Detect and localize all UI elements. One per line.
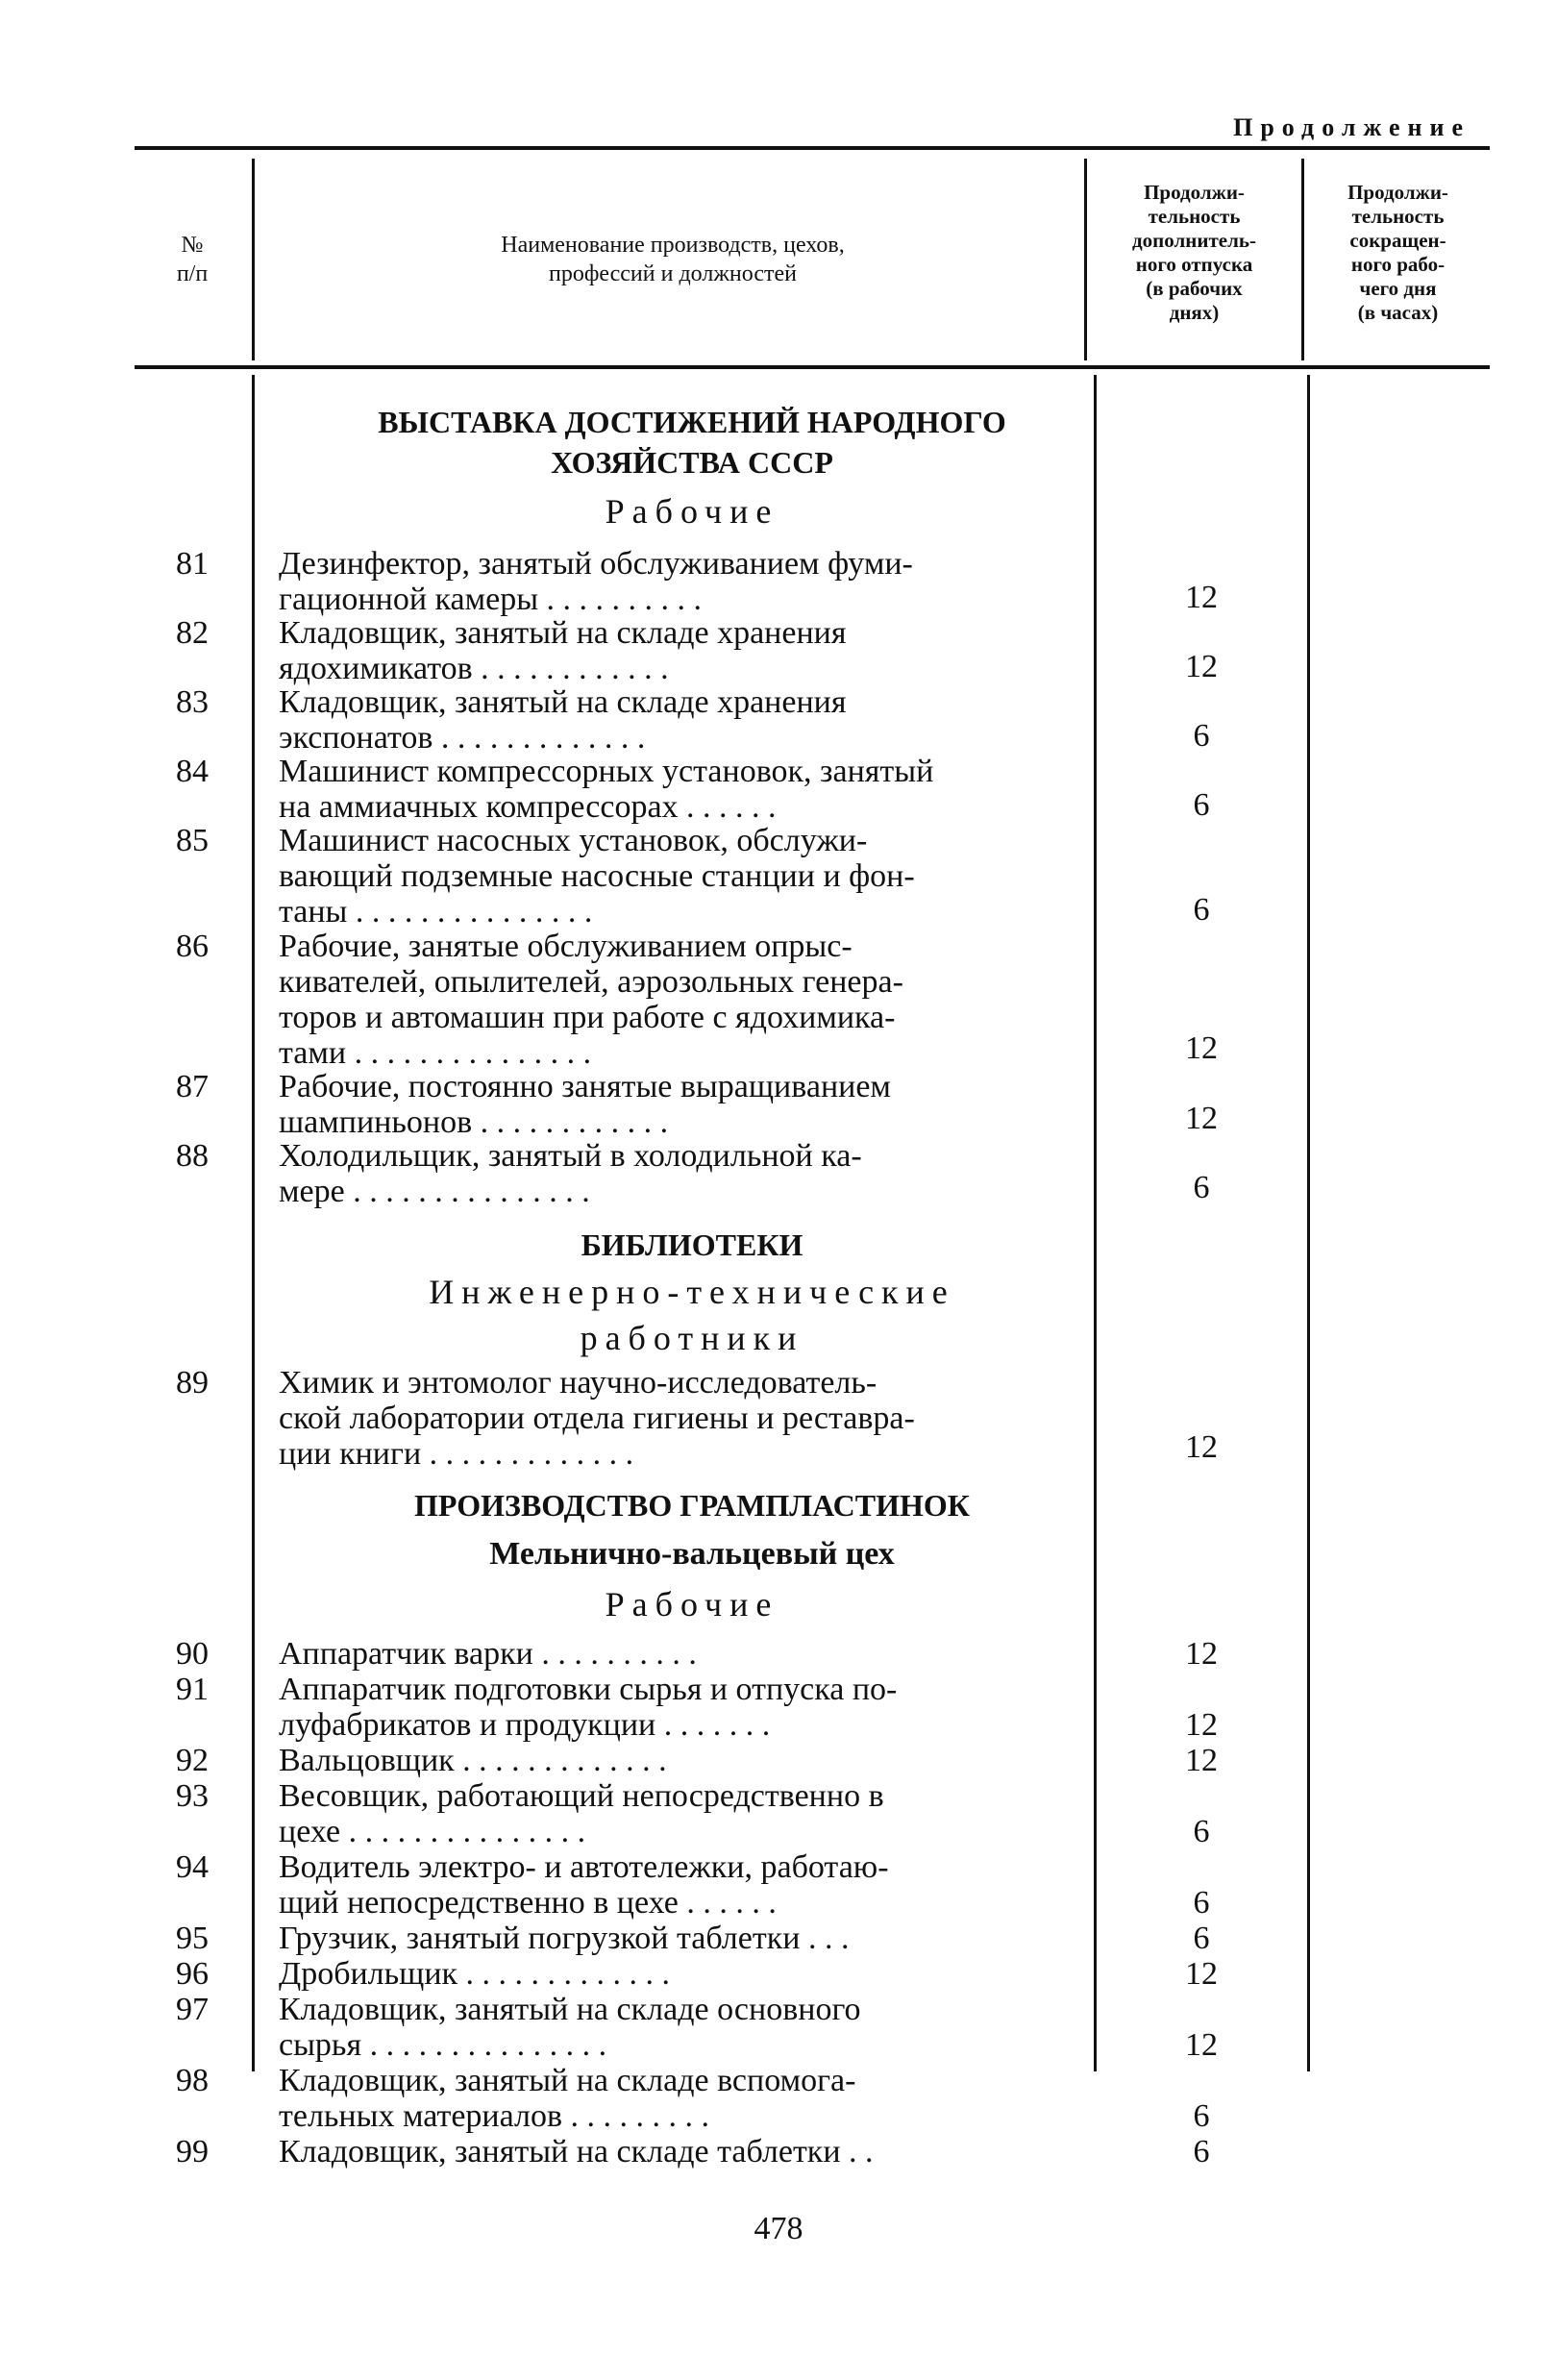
row-num: 90 bbox=[176, 1636, 209, 1672]
row-num: 87 bbox=[176, 1069, 209, 1104]
row-text: Аппаратчик варки . . . . . . . . . . bbox=[279, 1636, 697, 1672]
section-title-records: ПРОИЗВОДСТВО ГРАМПЛАСТИНОК bbox=[414, 1488, 970, 1523]
row-text: Рабочие, занятые обслуживанием опрыс- кивателей, опылителей, аэрозольных генера- торов и автомашин при работе с ядохимика- тами . . . . . . . . . . . . . . . bbox=[279, 929, 903, 1071]
header-num: № п/п bbox=[176, 233, 209, 286]
row-text: Кладовщик, занятый на складе основного сырья . . . . . . . . . . . . . . . bbox=[279, 1992, 861, 2063]
row-leave: 6 bbox=[1193, 1921, 1210, 1956]
row-num: 91 bbox=[176, 1672, 209, 1707]
section-sub-workers-2: Рабочие bbox=[605, 1585, 779, 1624]
row-leave: 12 bbox=[1185, 649, 1218, 684]
section-sub-workers-1: Рабочие bbox=[605, 492, 779, 531]
row-num: 85 bbox=[176, 823, 209, 858]
row-leave: 12 bbox=[1185, 1030, 1218, 1066]
page-number: 478 bbox=[754, 2211, 803, 2246]
top-rule bbox=[135, 146, 1490, 150]
col-line-3 bbox=[1307, 375, 1310, 2071]
row-text: Кладовщик, занятый на складе вспомога- тельных материалов . . . . . . . . . bbox=[279, 2063, 856, 2134]
section-sub-engineers: Инженерно-технические работники bbox=[429, 1273, 955, 1357]
row-leave: 12 bbox=[1185, 1101, 1218, 1136]
col-line-1 bbox=[252, 375, 255, 2071]
row-text: Аппаратчик подготовки сырья и отпуска по- луфабрикатов и продукции . . . . . . . bbox=[279, 1672, 898, 1743]
row-leave: 6 bbox=[1193, 1814, 1210, 1849]
row-text: Машинист насосных установок, обслужи- вающий подземные насосные станции и фон- таны . . . . . . . . . . . . . . . bbox=[279, 823, 915, 930]
header-shortday: Продолжи- тельность сокращен- ного рабо- чего дня (в часах) bbox=[1347, 181, 1448, 324]
section-title-vdnh: ВЫСТАВКА ДОСТИЖЕНИЙ НАРОДНОГО ХОЗЯЙСТВА СССР bbox=[378, 405, 1006, 480]
row-num: 82 bbox=[176, 615, 209, 651]
row-leave: 6 bbox=[1193, 892, 1210, 928]
row-num: 95 bbox=[176, 1921, 209, 1956]
row-text: Грузчик, занятый погрузкой таблетки . . . bbox=[279, 1921, 850, 1956]
row-text: Холодильщик, занятый в холодильной ка- мере . . . . . . . . . . . . . . . bbox=[279, 1138, 862, 1209]
col-line-2 bbox=[1094, 375, 1097, 2071]
row-text: Рабочие, постоянно занятые выращиванием шампиньонов . . . . . . . . . . . . bbox=[279, 1069, 891, 1140]
header-bottom-rule bbox=[135, 365, 1490, 369]
row-num: 89 bbox=[176, 1365, 209, 1401]
row-leave: 12 bbox=[1185, 1956, 1218, 1992]
row-leave: 6 bbox=[1193, 1885, 1210, 1921]
row-leave: 12 bbox=[1185, 1636, 1218, 1672]
row-num: 92 bbox=[176, 1743, 209, 1778]
row-text: Дробильщик . . . . . . . . . . . . . bbox=[279, 1956, 671, 1992]
row-leave: 12 bbox=[1185, 1429, 1218, 1465]
row-num: 94 bbox=[176, 1849, 209, 1885]
row-text: Весовщик, работающий непосредственно в цехе . . . . . . . . . . . . . . . bbox=[279, 1778, 884, 1849]
row-text: Водитель электро- и автотележки, работаю- щий непосредственно в цехе . . . . . . bbox=[279, 1849, 889, 1921]
row-leave: 6 bbox=[1193, 1170, 1210, 1205]
row-num: 97 bbox=[176, 1992, 209, 2027]
section-title-libraries: БИБЛИОТЕКИ bbox=[581, 1227, 803, 1262]
row-num: 93 bbox=[176, 1778, 209, 1814]
row-num: 88 bbox=[176, 1138, 209, 1174]
row-text: Дезинфектор, занятый обслуживанием фуми- гационной камеры . . . . . . . . . . bbox=[279, 546, 913, 617]
row-leave: 12 bbox=[1185, 1743, 1218, 1778]
row-text: Кладовщик, занятый на складе хранения экспонатов . . . . . . . . . . . . . bbox=[279, 684, 847, 756]
row-leave: 12 bbox=[1185, 2027, 1218, 2063]
row-num: 81 bbox=[176, 546, 209, 582]
row-num: 99 bbox=[176, 2134, 209, 2169]
row-num: 84 bbox=[176, 754, 209, 789]
section-shop: Мельнично-вальцевый цех bbox=[489, 1536, 895, 1572]
header-leave: Продолжи- тельность дополнитель- ного отпуска (в рабочих днях) bbox=[1132, 181, 1256, 324]
row-text: Химик и энтомолог научно-исследователь- ской лаборатории отдела гигиены и реставра- ции книги . . . . . . . . . . . . . bbox=[279, 1365, 915, 1472]
row-num: 83 bbox=[176, 684, 209, 720]
row-leave: 6 bbox=[1193, 2098, 1210, 2134]
row-leave: 12 bbox=[1185, 1707, 1218, 1743]
continuation-label: Продолжение bbox=[1233, 113, 1470, 141]
header-name: Наименование производств, цехов, профессий и должностей bbox=[501, 233, 845, 286]
col-line-1-header bbox=[252, 159, 255, 360]
row-text: Кладовщик, занятый на складе таблетки . . bbox=[279, 2134, 874, 2169]
row-text: Кладовщик, занятый на складе хранения ядохимикатов . . . . . . . . . . . . bbox=[279, 615, 847, 686]
col-line-2-header bbox=[1084, 159, 1087, 360]
col-line-3-header bbox=[1301, 159, 1304, 360]
row-leave: 6 bbox=[1193, 718, 1210, 754]
row-num: 86 bbox=[176, 929, 209, 964]
row-text: Машинист компрессорных установок, занятый на аммиачных компрессорах . . . . . . bbox=[279, 754, 934, 825]
row-leave: 6 bbox=[1193, 787, 1210, 823]
row-num: 98 bbox=[176, 2063, 209, 2098]
row-leave: 12 bbox=[1185, 580, 1218, 615]
row-text: Вальцовщик . . . . . . . . . . . . . bbox=[279, 1743, 667, 1778]
row-num: 96 bbox=[176, 1956, 209, 1992]
row-leave: 6 bbox=[1193, 2134, 1210, 2169]
